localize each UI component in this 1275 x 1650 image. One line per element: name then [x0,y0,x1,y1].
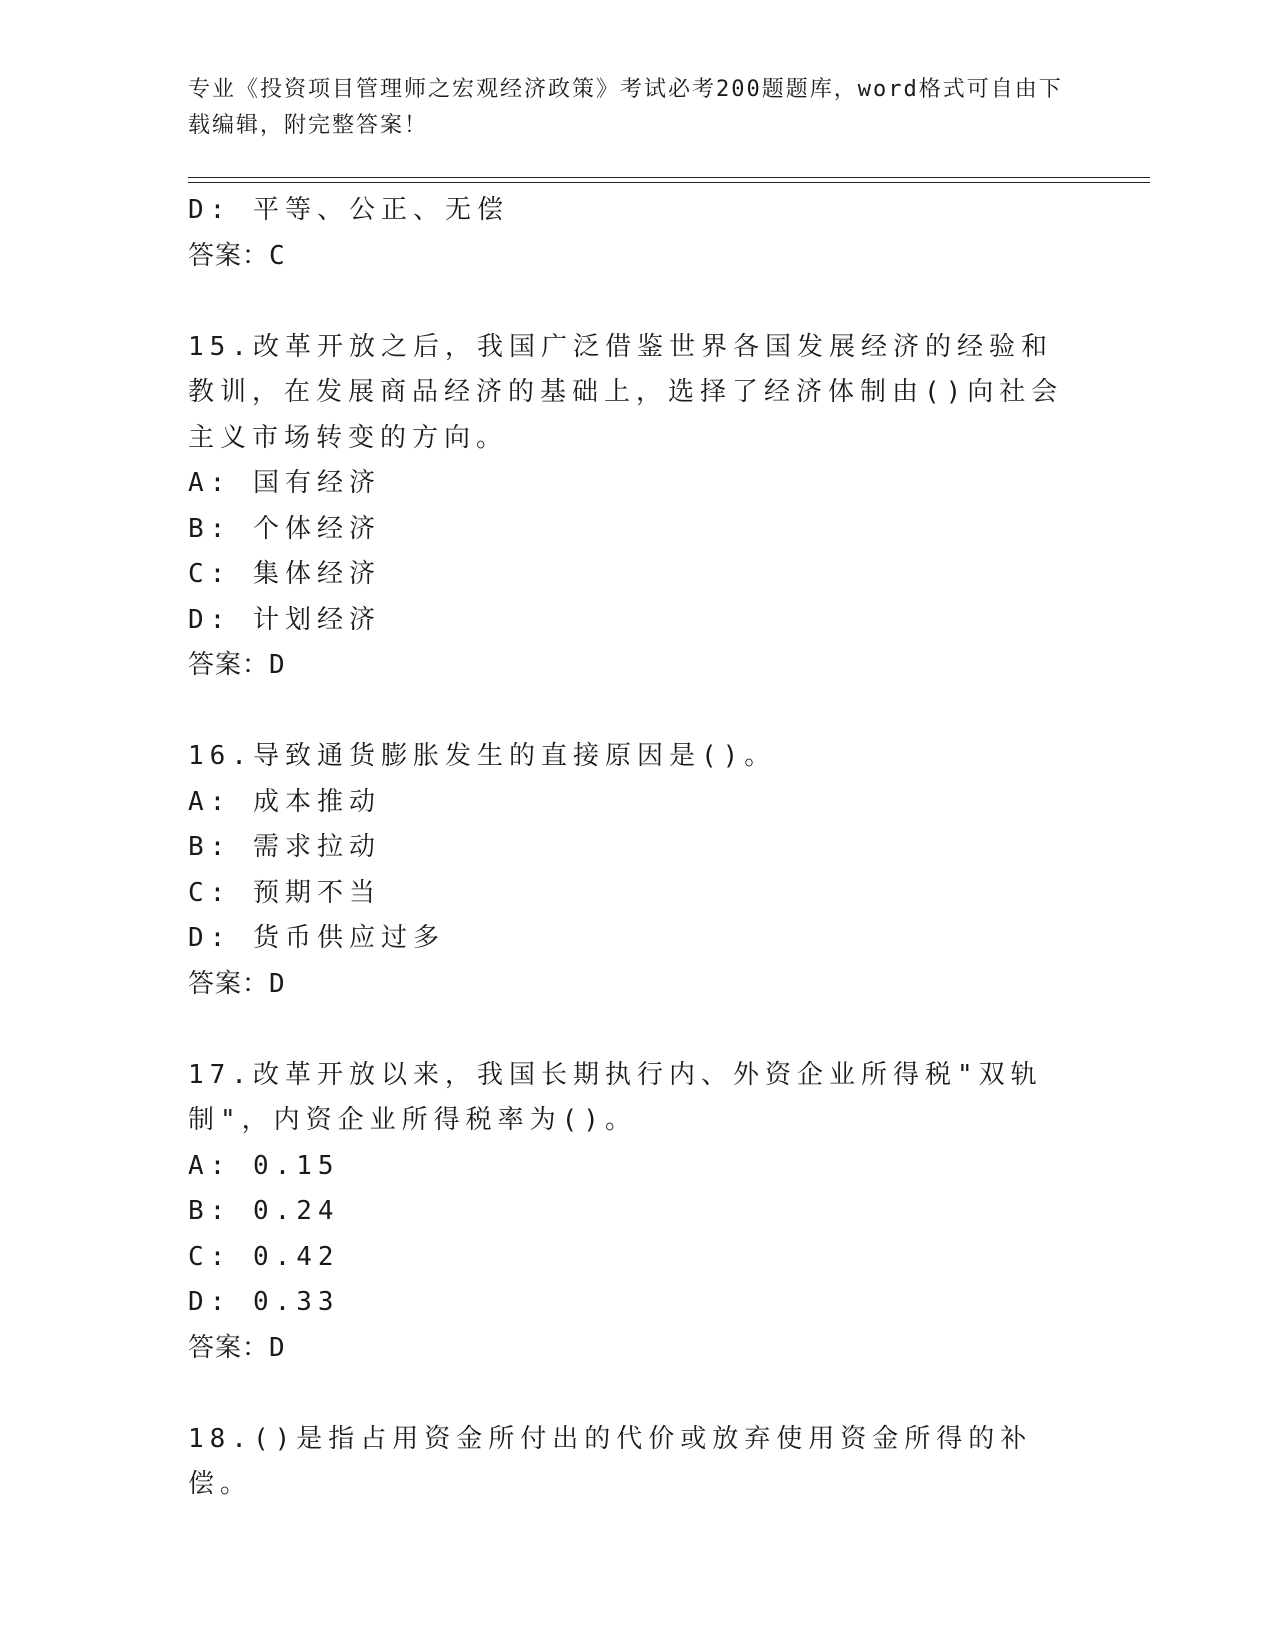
option-d: D: 平等、公正、无偿 [188,195,509,225]
document-page [188,0,1150,1650]
question-16-text: 16.导致通货膨胀发生的直接原因是()。 [188,741,777,771]
answer-label: 答案： [188,1332,270,1363]
spacer [188,279,1068,325]
answer-line [188,234,1068,280]
option-c: C: 集体经济 [188,559,381,589]
question-content [188,188,1068,1508]
option-d: D: 0.33 [188,1287,340,1317]
answer-label: 答案： [188,650,270,680]
answer-value: C [269,240,286,271]
option-d: D: 计划经济 [188,604,381,635]
header-rule-bottom [188,182,1150,183]
answer-line [188,1326,1068,1372]
answer-line [188,962,1068,1008]
option-c: C: 预期不当 [188,877,381,908]
option-b: B: 0.24 [188,1196,340,1226]
answer-value: D [269,968,286,999]
spacer [188,689,1068,735]
answer-label: 答案： [188,968,270,999]
option-a: A: 国有经济 [188,468,381,498]
option-b: B: 个体经济 [188,513,381,544]
option-c: C: 0.42 [188,1241,340,1272]
question-17-text: 17.改革开放以来，我国长期执行内、外资企业所得税"双轨制"，内资企业所得税率为()。 [188,1059,1043,1135]
option-a: A: 成本推动 [188,786,381,817]
spacer [188,1007,1068,1053]
question-18-text: 18.()是指占用资金所付出的代价或放弃使用资金所得的补偿。 [188,1423,1033,1499]
header-rule-top [188,177,1150,178]
option-b: B: 需求拉动 [188,832,381,862]
option-d: D: 货币供应过多 [188,923,445,953]
answer-label: 答案： [188,240,270,271]
option-a: A: 0.15 [188,1150,340,1181]
answer-line [188,643,1068,689]
answer-value: D [269,1332,286,1363]
page-header: 专业《投资项目管理师之宏观经济政策》考试必考200题题库，word格式可自由下载编辑，附完整答案！ [188,77,1063,138]
answer-value: D [269,650,286,680]
spacer [188,1371,1068,1417]
question-15-text: 15.改革开放之后，我国广泛借鉴世界各国发展经济的经验和教训，在发展商品经济的基础上，选择了经济体制由()向社会主义市场转变的方向。 [188,331,1064,453]
